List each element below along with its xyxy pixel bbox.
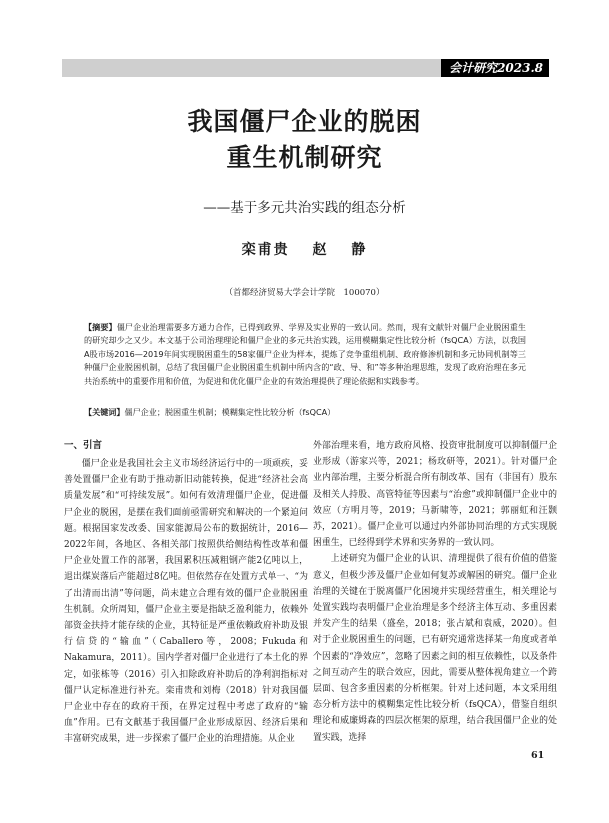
keywords bbox=[84, 407, 526, 418]
abstract-label: 【摘要】 bbox=[84, 322, 117, 332]
abstract-text: 僵尸企业治理需要多方通力合作，已得到政界、学界及实业界的一致认同。然而，现有文献针对僵尸企业脱困重生的研究却少之又少。本文基于公司治理理论和僵尸企业的多元共治实践，运用模糊集定性比较分析（fsQCA）方法，以我国A股市场2016—2019年间实现脱困重生的58家僵尸企业为样本，提炼了竞争重组机制、政府修渗机制和多元协同机制等三种僵尸企业脱困机制，总结了我国僵尸企业脱困重生机制中所内含的“政、导、和”等多种治理思维，发现了政府治理在多元共治系统中的重要作用和价值，为促进和优化僵尸企业的有效治理提供了理论依据和实践参考。 bbox=[84, 322, 526, 386]
abstract bbox=[84, 321, 526, 388]
right-column bbox=[313, 438, 557, 746]
paragraph: 外部治理来看，地方政府风格、投资审批制度可以抑制僵尸企业形成（游家兴等，2021；杨玫研等，2021）。针对僵尸企业内部治理，主要分析混合所有制改革、国有（非国有）股东及相关人持股、高管特征等因素与“治愈”或抑制僵尸企业中的效应（方明月等，2019；马新啸等，2021；郭丽虹和汪颢苏，2021）。僵尸企业可以通过内外部协同治理的方式实现脱困重生，已经得到学术界和实务界的一致认同。 bbox=[313, 441, 557, 549]
left-column bbox=[64, 456, 308, 748]
paragraph: 上述研究为僵尸企业的认识、清理提供了很有价值的借鉴意义，但极少涉及僵尸企业如何复苏或解困的研究。僵尸企业治理的关键在于脱离僵尸化困境并实现经营重生，相关理论与处置实践均表明僵尸企业治理是多个经济主体互动、多重因素并发产生的结果（盛垒，2018；张占斌和袁威，2020）。但对于企业脱困重生的问题，已有研究通常选择某一角度或者单个因素的“净效应”，忽略了因素之间的相互依赖性，以及条件之间互动产生的联合效应，因此，需要从整体视角建立一个跨层面、包含多重因素的分析框架。针对上述问题，本文采用组态分析方法中的模糊集定性比较分析（fsQCA），借鉴自组织理论和威廉姆森的四层次框架的原理，结合我国僵尸企业的处置实践，选择 bbox=[313, 554, 557, 743]
article-title-line1: 我国僵尸企业的脱困 bbox=[187, 107, 422, 136]
paragraph: 僵尸企业是我国社会主义市场经济运行中的一项顽疾，妥善处置僵尸企业有助于推动新旧动能转换，促进“经济社会高质量发展”和“可持续发展”。如何有效清理僵尸企业，促进僵尸企业的脱困，是摆在我们面前亟需研究和解决的一个紧迫问题。根据国家发改委、国家能源局公布的数据统计，2016—2022年间，各地区、各相关部门按照供给侧结构性改革和僵尸企业处置工作的部署，我国累积压减粗钢产能2亿吨以上，退出煤炭落后产能超过8亿吨。但依然存在处置方式单一、“为了出清而出清”等问题，尚未建立合理有效的僵尸企业脱困重生机制。众所周知，僵尸企业主要是指缺乏盈利能力，依赖外部资金扶持才能存续的企业，其特征是严重依赖政府补助及银行信贷的“输血”（Caballero等，2008；Fukuda和Nakamura，2011）。国内学者对僵尸企业进行了本土化的界定，如张栋等（2016）引入扣除政府补助后的净利润指标对僵尸认定标准进行补充。栾甫贵和刘梅（2018）针对我国僵尸企业中存在的政府干预，在界定过程中考虑了政府的“输血”作用。已有文献基于我国僵尸企业形成原因、经济后果和丰富研究成果，进一步探索了僵尸企业的治理措施。从企业 bbox=[64, 459, 308, 745]
article-title-line2: 重生机制研究 bbox=[226, 143, 383, 172]
keywords-text: 僵尸企业；脱困重生机制；模糊集定性比较分析（fsQCA） bbox=[124, 407, 336, 417]
section-heading: 一、引言 bbox=[64, 440, 103, 451]
keywords-label: 【关键词】 bbox=[84, 407, 125, 417]
page-number: 61 bbox=[531, 750, 545, 761]
affiliation: （首都经济贸易大学会计学院 100070） bbox=[224, 288, 385, 298]
journal-name: 会计研究2023.8 bbox=[441, 59, 549, 77]
article-subtitle: ——基于多元共治实践的组态分析 bbox=[203, 200, 406, 216]
authors: 栾甫贵 赵 静 bbox=[241, 242, 368, 258]
header-bar bbox=[62, 59, 549, 77]
